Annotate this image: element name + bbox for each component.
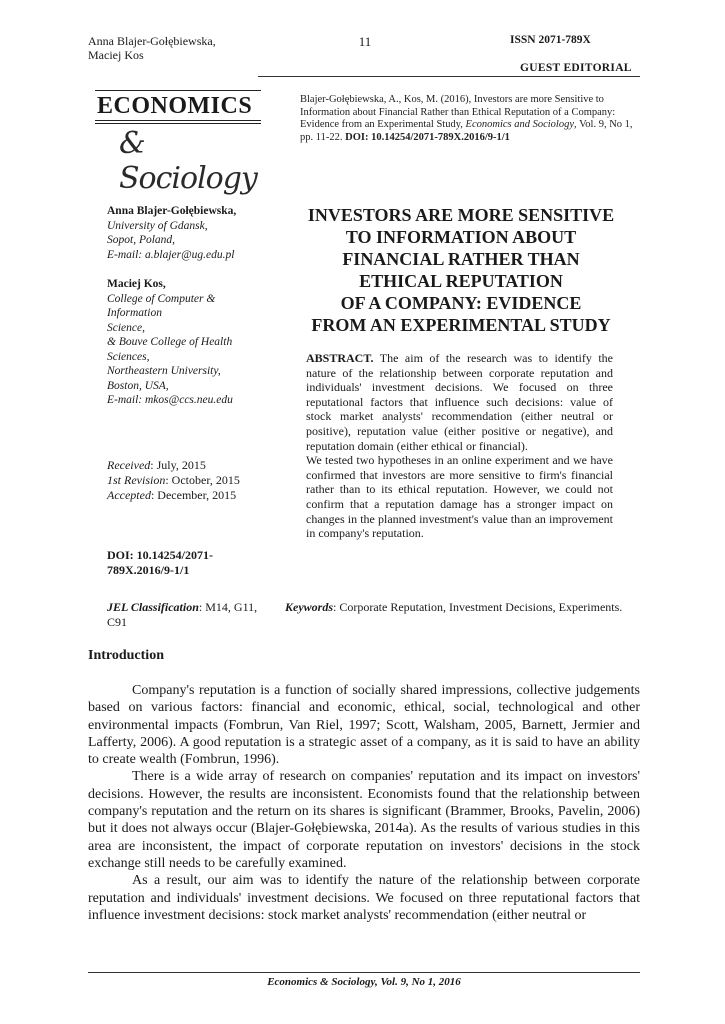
author-name: Anna Blajer-Gołębiewska, [107,205,237,217]
author-affiliation-line: Boston, USA, [107,379,169,392]
date-received: Received: July, 2015 [107,458,206,472]
author-affiliation-line: Science, [107,321,145,334]
title-line: TO INFORMATION ABOUT [345,227,577,247]
abstract [306,351,613,541]
keywords [285,600,640,615]
running-header-authors [88,34,288,62]
header-author-2: Maciej Kos [88,48,144,62]
logo-rule-top [95,90,261,91]
abstract-para-1: The aim of the research was to identify the nature of the relationship between corporate reputation and individuals' investment decisions. We focused on three reputational factors that influence such decisions: value of stock market analysts' recommendation (either neutral or positive), reputation value (either positive or negative), and reputation domain (either ethical or financial). [306,351,613,453]
title-line: ETHICAL REPUTATION [359,271,563,291]
author-affiliation-line: Sciences, [107,350,150,363]
logo-subtitle: & Sociology [119,126,257,196]
author-affiliation-line: & Bouve College of Health [107,336,233,348]
jel-classification [107,600,277,630]
citation-details: , Vol. 9, No 1, pp. 11-22. [300,119,633,143]
citation-text: Blajer-Gołębiewska, A., Kos, M. (2016), Investors are more Sensitive to Information about Financial Rather than Ethical Reputation of a Company: Evidence from an Experimental Study, [300,94,616,130]
header-divider [258,76,640,77]
author-name: Maciej Kos, [107,278,166,290]
citation-block [300,94,640,144]
date-accepted: Accepted: December, 2015 [107,488,237,502]
running-footer: Economics & Sociology, Vol. 9, No 1, 2016 [267,976,461,988]
introduction-body [88,682,640,924]
body-paragraph: There is a wide array of research on companies' reputation and its impact on investors' decisions. However, the results are inconsistent. Economists found that the relationship between company's reputation and the return on its shares is significant (Brammer, Brooks, Pavelin, 2006) but it does not always occur (Blajer-Gołębiewska, 2014a). As the results of various studies in this area are inconsistent, the impact of corporate reputation on investors' decisions in the stock exchange still needs to be carefully examined. [88,769,640,871]
logo-rule-mid-2 [95,123,261,124]
body-paragraph: As a result, our aim was to identify the nature of the relationship between corporate reputation and individuals' investment decisions. We focused on three reputational factors that influence investment decisions: stock market analysts' recommendation (either neutral or [88,873,640,923]
citation-doi: DOI: 10.14254/2071-789X.2016/9-1/1 [345,131,510,143]
citation-journal: Economics and Sociology [465,119,575,130]
jel-label: JEL Classification [107,600,199,614]
keywords-label: Keywords [285,600,333,614]
article-dates [107,458,277,503]
date-revision: 1st Revision: October, 2015 [107,473,240,487]
logo-title: ECONOMICS [97,93,253,119]
article-title [283,204,639,336]
author-affiliation-line: Sopot, Poland, [107,234,176,246]
page-number: 11 [358,34,372,49]
keywords-value: : Corporate Reputation, Investment Decisions, Experiments. [333,600,623,614]
author-affiliation-line: University of Gdansk, [107,219,208,232]
title-line: INVESTORS ARE MORE SENSITIVE [307,205,615,225]
author-affiliation-line: College of Computer & Information [107,292,216,319]
title-line: OF A COMPANY: EVIDENCE [340,293,582,313]
body-paragraph: Company's reputation is a function of socially shared impressions, collective judgements based on various factors: financial and economic, ethical, social, technological and other environmental impacts (Fombrun, Van Riel, 1997; Scott, Walsham, 2005, Barnett, Jermier and Lafferty, 2006). A good reputation is a strategic asset of a company, as it is said to have an ability to create wealth (Fombrun, 1996). [88,683,640,768]
journal-logo [95,90,265,196]
author-email: E-mail: a.blajer@ug.edu.pl [107,248,235,261]
author-affiliations [107,204,272,408]
header-author-1: Anna Blajer-Gołębiewska, [88,34,216,48]
doi-block: DOI: 10.14254/2071- 789X.2016/9-1/1 [107,548,213,577]
author-email: E-mail: mkos@ccs.neu.edu [107,394,233,406]
issn: ISSN 2071-789X [510,34,591,46]
author-affiliation-line: Northeastern University, [107,365,221,377]
logo-rule-mid [95,120,261,121]
abstract-para-2: We tested two hypotheses in an online experiment and we have confirmed that investors are more sensitive to firm's financial rather than to its ethical reputation. However, we could not confirm that a reputation damage has a stronger impact on changes in the planned investment's value than an improvement in company's reputation. [306,453,613,541]
footer-divider [88,972,640,973]
section-label: GUEST EDITORIAL [520,62,632,74]
title-line: FROM AN EXPERIMENTAL STUDY [311,315,611,335]
abstract-label: ABSTRACT. [306,351,374,365]
section-heading-introduction: Introduction [88,648,164,663]
title-line: FINANCIAL RATHER THAN [342,249,580,269]
jel-value: : M14, G11, C91 [107,600,258,629]
